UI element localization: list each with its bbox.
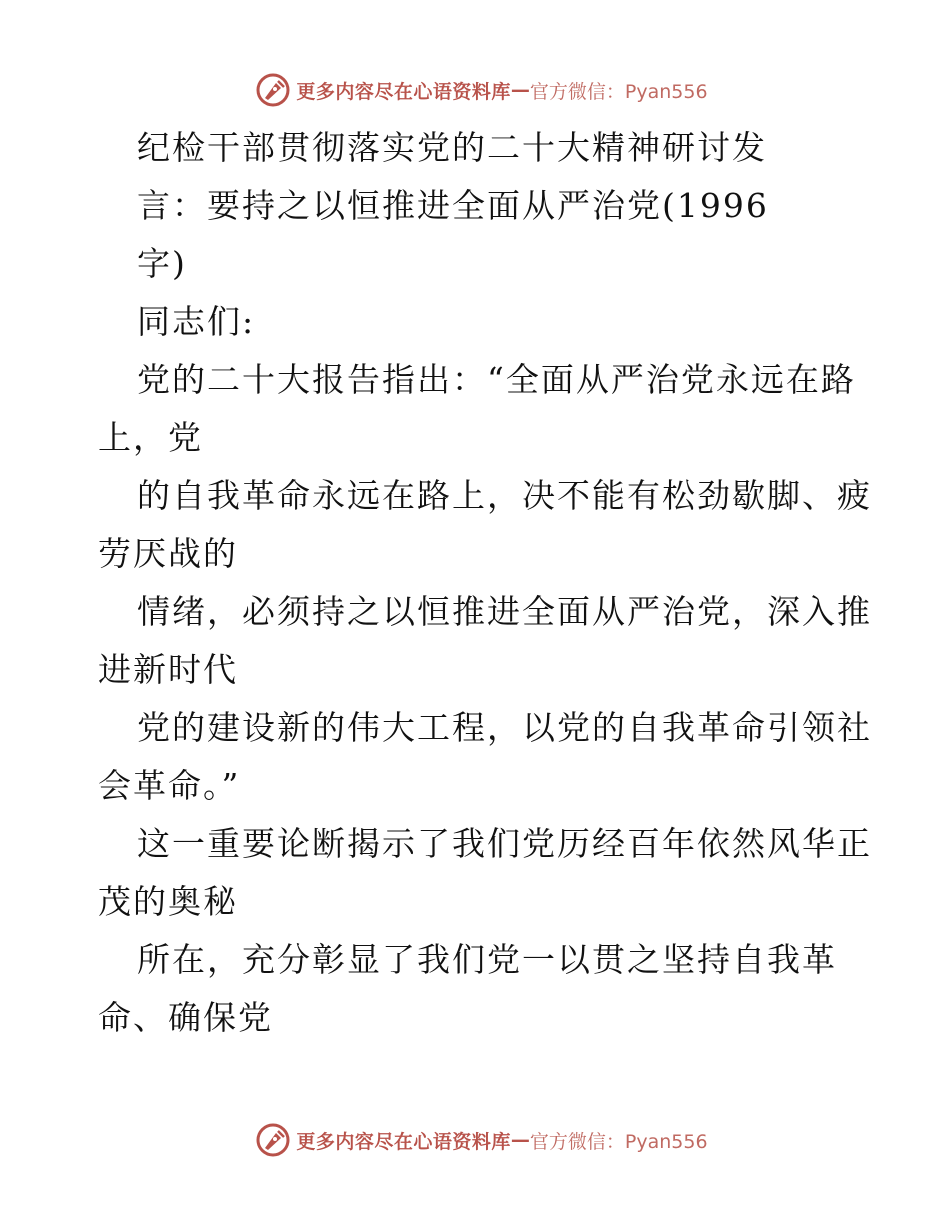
doc-line: 劳厌战的 [98,534,238,573]
doc-line: 所在，充分彰显了我们党一以贯之坚持自我革 [137,940,837,979]
header-brand-text: 更多内容尽在心语资料库 [296,80,511,103]
doc-line: 字) [137,244,187,283]
doc-line: 党的建设新的伟大工程，以党的自我革命引领社 [137,708,872,747]
pen-nib-logo-icon [256,73,290,107]
footer-separator: — [510,1129,530,1151]
footer-watermark [0,1120,950,1160]
pen-nib-logo-icon [256,1123,290,1157]
doc-line: 言：要持之以恒推进全面从严治党(1996 [137,186,769,225]
header-wechat: 官方微信：Pyan556 [529,80,708,103]
doc-line: 茂的奥秘 [98,882,238,921]
doc-line: 的自我革命永远在路上，决不能有松劲歇脚、疲 [137,476,872,515]
doc-line: 上，党 [98,418,203,457]
doc-line: 纪检干部贯彻落实党的二十大精神研讨发 [137,128,767,167]
footer-brand-text: 更多内容尽在心语资料库 [296,1130,511,1153]
doc-line: 会革命。” [98,766,241,805]
header-separator: — [510,79,530,101]
doc-line: 同志们: [137,302,256,341]
header-watermark [0,70,950,110]
doc-line: 进新时代 [98,650,238,689]
doc-line: 党的二十大报告指出：“全面从严治党永远在路 [137,360,856,399]
doc-line: 情绪，必须持之以恒推进全面从严治党，深入推 [137,592,872,631]
doc-line: 这一重要论断揭示了我们党历经百年依然风华正 [137,824,872,863]
footer-wechat: 官方微信：Pyan556 [529,1130,708,1153]
doc-line: 命、确保党 [98,998,273,1037]
